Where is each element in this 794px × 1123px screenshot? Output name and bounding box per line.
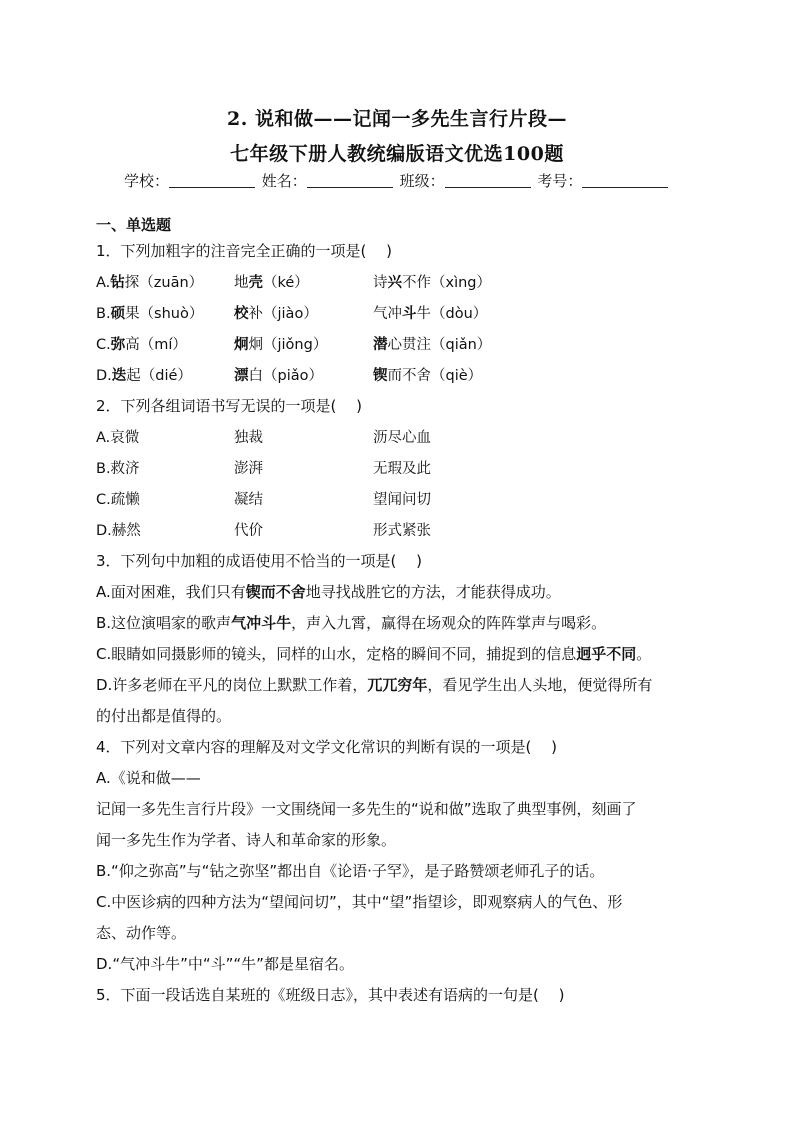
q1-option-c-word3: 潜心贯注（qiǎn） bbox=[373, 337, 492, 353]
q5-stem: 5．下面一段话选自某班的《班级日志》，其中表述有语病的一句是( ) bbox=[96, 986, 565, 1004]
q1-option-c-word2: 炯炯（jiǒng） bbox=[234, 337, 328, 353]
exam-number-blank[interactable] bbox=[582, 173, 668, 188]
q1-option-b-word3: 气冲斗牛（dòu） bbox=[373, 306, 488, 322]
q1-option-d: D.迭起（dié） bbox=[96, 368, 192, 384]
q1-stem: 1．下列加粗字的注音完全正确的一项是( ) bbox=[96, 242, 393, 260]
q3-stem: 3．下列句中加粗的成语使用不恰当的一项是( ) bbox=[96, 552, 423, 570]
q2-option-c-word2: 凝结 bbox=[234, 492, 263, 508]
school-blank[interactable] bbox=[169, 173, 255, 188]
section-heading: 一、单选题 bbox=[96, 216, 172, 234]
q2-option-a: A.哀微 bbox=[96, 430, 140, 446]
q3-option-d-cont: 的付出都是值得的。 bbox=[96, 707, 232, 725]
q1-option-a-word2: 地壳（ké） bbox=[234, 275, 309, 291]
q4-option-c-cont: 态、动作等。 bbox=[96, 924, 187, 942]
q2-option-a-word3: 沥尽心血 bbox=[373, 430, 431, 446]
q4-option-a-cont2: 闻一多先生作为学者、诗人和革命家的形象。 bbox=[96, 831, 397, 849]
q4-option-a: A.《说和做—— bbox=[96, 769, 201, 787]
q1-option-a-word3: 诗兴不作（xìng） bbox=[373, 275, 492, 291]
q4-option-d: D.“气冲斗牛”中“斗”“牛”都是星宿名。 bbox=[96, 955, 354, 973]
q2-option-c: C.疏懒 bbox=[96, 492, 140, 508]
q2-option-d-word3: 形式紧张 bbox=[373, 523, 431, 539]
q2-option-d: D.赫然 bbox=[96, 523, 141, 539]
school-label: 学校： bbox=[124, 172, 170, 190]
q2-option-b: B.救济 bbox=[96, 461, 140, 477]
q2-option-a-word2: 独裁 bbox=[234, 430, 263, 446]
q1-option-b: B.硕果（shuò） bbox=[96, 306, 204, 322]
q4-option-a-cont1: 记闻一多先生言行片段》一文围绕闻一多先生的“说和做”选取了典型事例，刻画了 bbox=[96, 800, 637, 818]
q1-option-a: A.钻探（zuān） bbox=[96, 275, 204, 291]
title-line-1: 2. 说和做——记闻一多先生言行片段— bbox=[227, 108, 567, 130]
name-blank[interactable] bbox=[307, 173, 393, 188]
q1-option-d-word2: 漂白（piǎo） bbox=[234, 368, 323, 384]
q3-option-d: D.许多老师在平凡的岗位上默默工作着，兀兀穷年，看见学生出人头地，便觉得所有 bbox=[96, 676, 653, 694]
q1-option-b-word2: 校补（jiào） bbox=[234, 306, 318, 322]
q2-stem: 2．下列各组词语书写无误的一项是( ) bbox=[96, 397, 363, 415]
student-info-row bbox=[124, 170, 670, 191]
exam-number-label: 考号： bbox=[537, 172, 583, 190]
q2-option-b-word2: 澎湃 bbox=[234, 461, 263, 477]
q4-option-c: C.中医诊病的四种方法为“望闻问切”，其中“望”指望诊，即观察病人的气色、形 bbox=[96, 893, 623, 911]
q3-option-c: C.眼睛如同摄影师的镜头，同样的山水，定格的瞬间不同，捕捉到的信息迥乎不同。 bbox=[96, 645, 652, 663]
class-blank[interactable] bbox=[445, 173, 531, 188]
title-line-2: 七年级下册人教统编版语文优选100题 bbox=[230, 143, 564, 165]
q2-option-c-word3: 望闻问切 bbox=[373, 492, 431, 508]
q2-option-b-word3: 无瑕及此 bbox=[373, 461, 431, 477]
q1-option-c: C.弥高（mí） bbox=[96, 337, 187, 353]
q2-option-d-word2: 代价 bbox=[234, 523, 263, 539]
q3-option-b: B.这位演唱家的歌声气冲斗牛，声入九霄，赢得在场观众的阵阵掌声与喝彩。 bbox=[96, 614, 607, 632]
q1-option-d-word3: 锲而不舍（qiè） bbox=[373, 368, 483, 384]
name-label: 姓名： bbox=[261, 172, 307, 190]
q3-option-a: A.面对困难，我们只有锲而不舍地寻找战胜它的方法，才能获得成功。 bbox=[96, 583, 561, 601]
q4-option-b: B.“仰之弥高”与“钻之弥坚”都出自《论语·子罕》，是子路赞颂老师孔子的话。 bbox=[96, 862, 605, 880]
q4-stem: 4．下列对文章内容的理解及对文学文化常识的判断有误的一项是( ) bbox=[96, 738, 558, 756]
class-label: 班级： bbox=[399, 172, 445, 190]
